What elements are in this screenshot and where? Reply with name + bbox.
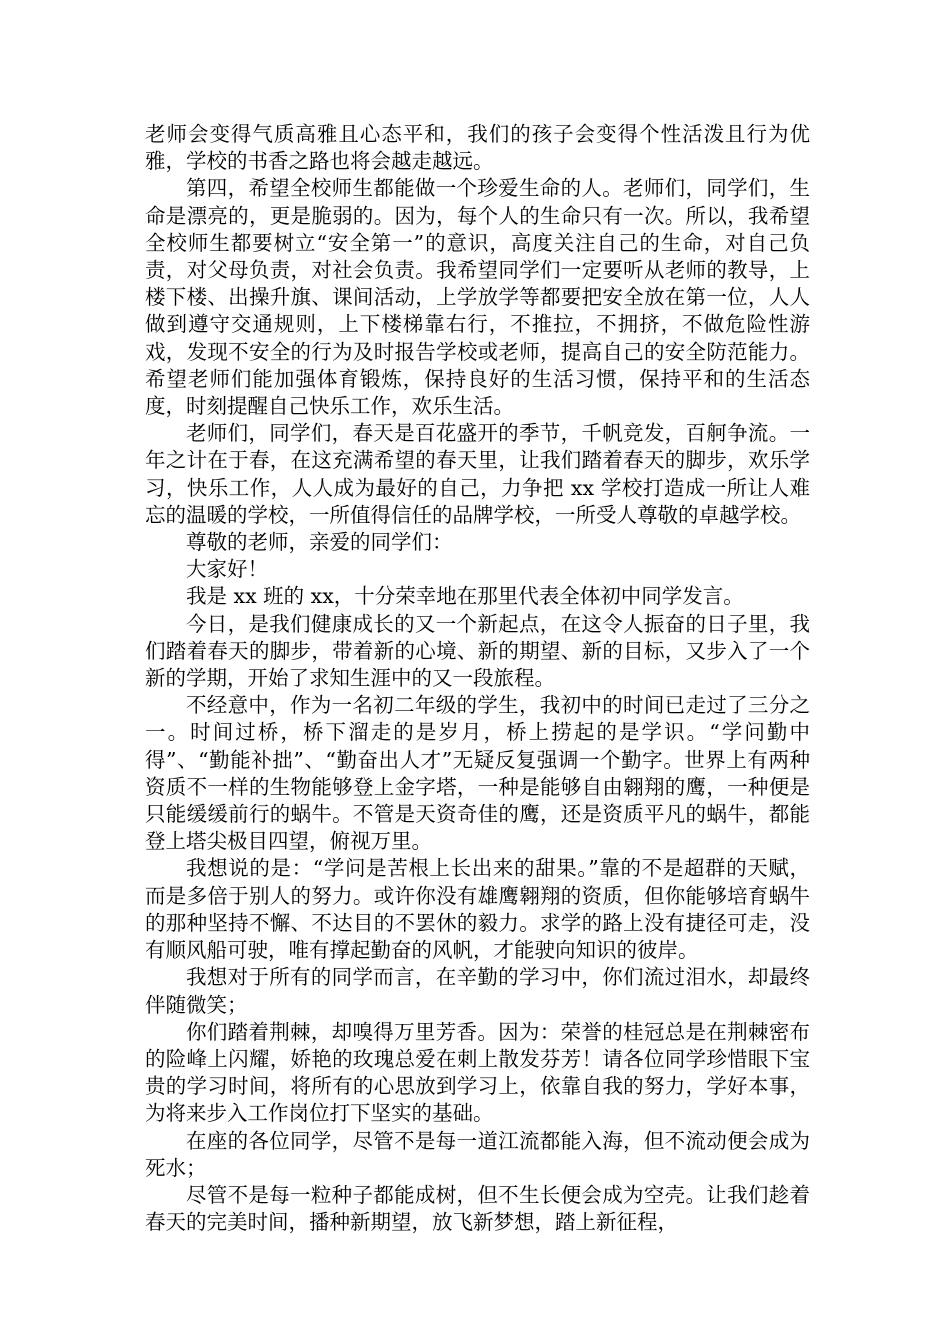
paragraph-seeds: 尽管不是每一粒种子都能成树，但不生长便会成为空壳。让我们趁着春天的完美时间，播种新期望，放飞新梦想，踏上新征程，	[145, 1182, 810, 1235]
paragraph-diligence: 不经意中，作为一名初二年级的学生，我初中的时间已走过了三分之一。时间过桥，桥下溜走的是岁月，桥上捞起的是学识。“学问勤中得”、“勤能补拙”、“勤奋出人才”无疑反复强调一个勤字。世界上有两种资质不一样的生物能够登上金字塔，一种是能够自由翱翔的鹰，一种便是只能缓缓前行的蜗牛。不管是天资奇佳的鹰，还是资质平凡的蜗牛，都能登上塔尖极目四望，俯视万里。	[145, 693, 810, 854]
paragraph-greeting: 尊敬的老师，亲爱的同学们：	[186, 530, 453, 555]
body-text	[145, 121, 810, 1236]
paragraph-continuation: 老师会变得气质高雅且心态平和，我们的孩子会变得个性活泼且行为优雅，学校的书香之路也将会越走越远。	[145, 122, 810, 174]
paragraph-sweet-fruit: 我想说的是：“学问是苦根上长出来的甜果。”靠的不是超群的天赋，而是多倍于别人的努力。或许你没有雄鹰翱翔的资质，但你能够培育蜗牛的那种坚持不懈、不达目的不罢休的毅力。求学的路上没有捷径可走，没有顺风船可驶，唯有撑起勤奋的风帆，才能驶向知识的彼岸。	[145, 856, 810, 963]
paragraph-thorns: 你们踏着荆棘，却嗅得万里芳香。因为：荣誉的桂冠总是在荆棘密布的险峰上闪耀，娇艳的玫瑰总爱在刺上散发芬芳！请各位同学珍惜眼下宝贵的学习时间，将所有的心思放到学习上，依靠自我的努力，学好本事，为将来步入工作岗位打下坚实的基础。	[145, 1019, 810, 1126]
paragraph-spring: 老师们，同学们，春天是百花盛开的季节，千帆竞发，百舸争流。一年之计在于春，在这充满希望的春天里，让我们踏着春天的脚步，欢乐学习，快乐工作，人人成为最好的自己，力争把 xx 学校打造成一所让人难忘的温暖的学校，一所值得信任的品牌学校，一所受人尊敬的卓越学校。	[145, 421, 810, 527]
paragraph-safety: 第四，希望全校师生都能做一个珍爱生命的人。老师们，同学们，生命是漂亮的，更是脆弱的。因为，每个人的生命只有一次。所以，我希望全校师生都要树立“安全第一”的意识，高度关注自己的生命，对自己负责，对父母负责，对社会负责。我希望同学们一定要听从老师的教导，上楼下楼、出操升旗、课间活动，上学放学等都要把安全放在第一位，人人做到遵守交通规则，上下楼梯靠右行，不推拉，不拥挤，不做危险性游戏，发现不安全的行为及时报告学校或老师，提高自己的安全防范能力。希望老师们能加强体育锻炼，保持良好的生活习惯，保持平和的生活态度，时刻提醒自己快乐工作，欢乐生活。	[145, 176, 810, 419]
paragraph-rivers: 在座的各位同学，尽管不是每一道江流都能入海，但不流动便会成为死水；	[145, 1128, 810, 1180]
paragraph-new-start: 今日，是我们健康成长的又一个新起点，在这令人振奋的日子里，我们踏着春天的脚步，带着新的心境、新的期望、新的目标，又步入了一个新的学期，开始了求知生涯中的又一段旅程。	[145, 611, 810, 691]
paragraph-hello: 大家好！	[186, 557, 268, 582]
paragraph-introduction: 我是 xx 班的 xx，十分荣幸地在那里代表全体初中同学发言。	[186, 584, 744, 609]
paragraph-tears-smiles: 我想对于所有的同学而言，在辛勤的学习中，你们流过泪水，却最终伴随微笑；	[145, 965, 810, 1017]
